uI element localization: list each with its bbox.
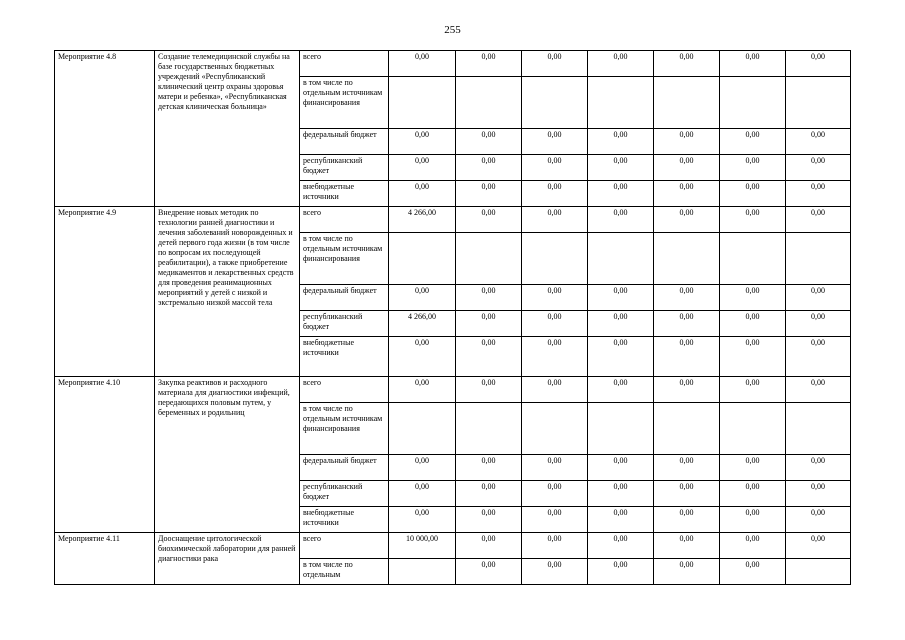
amount-cell: 0,00 <box>654 455 720 481</box>
table-row <box>55 207 851 233</box>
amount-cell: 0,00 <box>588 507 654 533</box>
amount-cell: 0,00 <box>588 337 654 377</box>
funding-source: внебюджетные источники <box>300 337 389 377</box>
amount-cell: 0,00 <box>654 481 720 507</box>
amount-cell: 0,00 <box>720 155 786 181</box>
amount-cell: 0,00 <box>456 207 522 233</box>
amount-cell: 0,00 <box>456 533 522 559</box>
amount-cell: 4 266,00 <box>389 207 456 233</box>
amount-cell: 0,00 <box>654 559 720 585</box>
amount-cell: 0,00 <box>588 533 654 559</box>
amount-cell: 0,00 <box>720 129 786 155</box>
measure-id: Мероприятие 4.10 <box>55 377 155 533</box>
amount-cell: 0,00 <box>588 207 654 233</box>
amount-cell <box>456 233 522 285</box>
amount-cell: 0,00 <box>389 181 456 207</box>
amount-cell <box>720 233 786 285</box>
funding-source: внебюджетные источники <box>300 181 389 207</box>
amount-cell: 0,00 <box>522 559 588 585</box>
amount-cell: 0,00 <box>786 285 851 311</box>
funding-source: в том числе по отдельным <box>300 559 389 585</box>
amount-cell: 0,00 <box>389 455 456 481</box>
amount-cell: 0,00 <box>456 455 522 481</box>
amount-cell: 0,00 <box>456 181 522 207</box>
amount-cell: 0,00 <box>522 533 588 559</box>
amount-cell: 0,00 <box>588 481 654 507</box>
amount-cell: 0,00 <box>720 181 786 207</box>
amount-cell <box>588 403 654 455</box>
amount-cell: 0,00 <box>588 455 654 481</box>
amount-cell: 0,00 <box>654 51 720 77</box>
funding-table <box>54 50 851 585</box>
amount-cell: 0,00 <box>720 507 786 533</box>
amount-cell: 0,00 <box>786 337 851 377</box>
amount-cell <box>786 77 851 129</box>
amount-cell <box>654 233 720 285</box>
measure-name: Дооснащение цитологической биохимической лаборатории для ранней диагностики рака <box>155 533 300 585</box>
amount-cell: 0,00 <box>456 155 522 181</box>
amount-cell: 0,00 <box>389 129 456 155</box>
amount-cell: 0,00 <box>720 51 786 77</box>
funding-source: в том числе по отдельным источникам финансирования <box>300 77 389 129</box>
funding-source: всего <box>300 207 389 233</box>
measure-name: Закупка реактивов и расходного материала для диагностики инфекций, передающихся половым путем, у беременных и родильниц <box>155 377 300 533</box>
amount-cell: 0,00 <box>389 481 456 507</box>
amount-cell: 0,00 <box>654 377 720 403</box>
amount-cell: 0,00 <box>588 181 654 207</box>
amount-cell <box>720 403 786 455</box>
amount-cell: 0,00 <box>522 285 588 311</box>
page-number: 255 <box>444 24 461 36</box>
table-row <box>55 51 851 77</box>
amount-cell: 0,00 <box>389 377 456 403</box>
measure-id: Мероприятие 4.11 <box>55 533 155 585</box>
funding-source: республиканский бюджет <box>300 481 389 507</box>
amount-cell: 0,00 <box>786 507 851 533</box>
amount-cell: 0,00 <box>522 455 588 481</box>
amount-cell: 0,00 <box>786 207 851 233</box>
amount-cell: 0,00 <box>522 51 588 77</box>
amount-cell: 0,00 <box>456 559 522 585</box>
amount-cell <box>389 233 456 285</box>
amount-cell: 0,00 <box>654 507 720 533</box>
amount-cell <box>389 559 456 585</box>
amount-cell: 0,00 <box>654 207 720 233</box>
amount-cell: 0,00 <box>720 559 786 585</box>
amount-cell <box>720 77 786 129</box>
funding-source: внебюджетные источники <box>300 507 389 533</box>
table-body <box>55 51 851 585</box>
amount-cell: 0,00 <box>786 455 851 481</box>
amount-cell: 0,00 <box>456 337 522 377</box>
amount-cell: 0,00 <box>588 129 654 155</box>
amount-cell <box>588 77 654 129</box>
amount-cell: 0,00 <box>588 51 654 77</box>
amount-cell: 0,00 <box>720 311 786 337</box>
amount-cell: 0,00 <box>522 311 588 337</box>
amount-cell: 0,00 <box>456 311 522 337</box>
amount-cell: 0,00 <box>786 377 851 403</box>
amount-cell: 0,00 <box>588 285 654 311</box>
amount-cell <box>522 233 588 285</box>
amount-cell: 0,00 <box>786 311 851 337</box>
amount-cell <box>389 77 456 129</box>
amount-cell: 0,00 <box>389 155 456 181</box>
amount-cell <box>654 403 720 455</box>
amount-cell: 0,00 <box>786 181 851 207</box>
amount-cell: 0,00 <box>389 285 456 311</box>
amount-cell <box>588 233 654 285</box>
amount-cell: 0,00 <box>522 155 588 181</box>
amount-cell: 0,00 <box>786 51 851 77</box>
funding-source: в том числе по отдельным источникам финансирования <box>300 403 389 455</box>
funding-source: республиканский бюджет <box>300 311 389 337</box>
amount-cell: 0,00 <box>522 377 588 403</box>
amount-cell: 0,00 <box>720 207 786 233</box>
amount-cell: 0,00 <box>720 455 786 481</box>
table-row <box>55 377 851 403</box>
funding-source: федеральный бюджет <box>300 285 389 311</box>
amount-cell: 0,00 <box>456 129 522 155</box>
amount-cell: 10 000,00 <box>389 533 456 559</box>
amount-cell <box>389 403 456 455</box>
amount-cell: 0,00 <box>786 533 851 559</box>
amount-cell <box>522 77 588 129</box>
amount-cell: 0,00 <box>654 533 720 559</box>
amount-cell: 0,00 <box>786 155 851 181</box>
funding-source: всего <box>300 51 389 77</box>
amount-cell <box>456 403 522 455</box>
amount-cell: 0,00 <box>654 285 720 311</box>
amount-cell: 0,00 <box>522 207 588 233</box>
funding-source: всего <box>300 377 389 403</box>
amount-cell: 0,00 <box>389 337 456 377</box>
amount-cell: 0,00 <box>456 507 522 533</box>
amount-cell <box>456 77 522 129</box>
amount-cell: 0,00 <box>654 181 720 207</box>
amount-cell: 0,00 <box>522 507 588 533</box>
amount-cell: 0,00 <box>456 51 522 77</box>
amount-cell: 0,00 <box>522 181 588 207</box>
table-row <box>55 533 851 559</box>
amount-cell: 0,00 <box>456 377 522 403</box>
amount-cell: 0,00 <box>522 129 588 155</box>
amount-cell <box>786 403 851 455</box>
funding-source: в том числе по отдельным источникам финансирования <box>300 233 389 285</box>
amount-cell: 0,00 <box>456 285 522 311</box>
amount-cell: 0,00 <box>654 129 720 155</box>
amount-cell: 0,00 <box>654 337 720 377</box>
amount-cell: 0,00 <box>720 337 786 377</box>
funding-source: всего <box>300 533 389 559</box>
funding-source: федеральный бюджет <box>300 455 389 481</box>
amount-cell: 4 266,00 <box>389 311 456 337</box>
amount-cell: 0,00 <box>654 311 720 337</box>
amount-cell: 0,00 <box>588 377 654 403</box>
measure-name: Внедрение новых методик по технологии ранней диагностики и лечения заболеваний новорожденных и детей первого года жизни (в том числе по вопросам их последующей реабилитации), а также приобретение медикаментов и лекарственных средств для проведения реанимационных мероприятий у детей с низкой и экстремально низкой массой тела <box>155 207 300 377</box>
amount-cell: 0,00 <box>720 533 786 559</box>
amount-cell <box>786 233 851 285</box>
amount-cell: 0,00 <box>456 481 522 507</box>
amount-cell <box>522 403 588 455</box>
amount-cell: 0,00 <box>786 129 851 155</box>
amount-cell <box>654 77 720 129</box>
amount-cell: 0,00 <box>588 155 654 181</box>
amount-cell: 0,00 <box>654 155 720 181</box>
amount-cell: 0,00 <box>522 481 588 507</box>
amount-cell: 0,00 <box>720 377 786 403</box>
amount-cell: 0,00 <box>720 285 786 311</box>
measure-id: Мероприятие 4.8 <box>55 51 155 207</box>
amount-cell: 0,00 <box>588 559 654 585</box>
amount-cell: 0,00 <box>389 51 456 77</box>
funding-source: федеральный бюджет <box>300 129 389 155</box>
amount-cell: 0,00 <box>588 311 654 337</box>
amount-cell: 0,00 <box>720 481 786 507</box>
amount-cell <box>786 559 851 585</box>
funding-source: республиканский бюджет <box>300 155 389 181</box>
amount-cell: 0,00 <box>522 337 588 377</box>
measure-id: Мероприятие 4.9 <box>55 207 155 377</box>
amount-cell: 0,00 <box>389 507 456 533</box>
measure-name: Создание телемедицинской службы на базе государственных бюджетных учреждений «Республиканский клинический центр охраны здоровья матери и ребенка», «Республиканская детская клиническая больница» <box>155 51 300 207</box>
amount-cell: 0,00 <box>786 481 851 507</box>
